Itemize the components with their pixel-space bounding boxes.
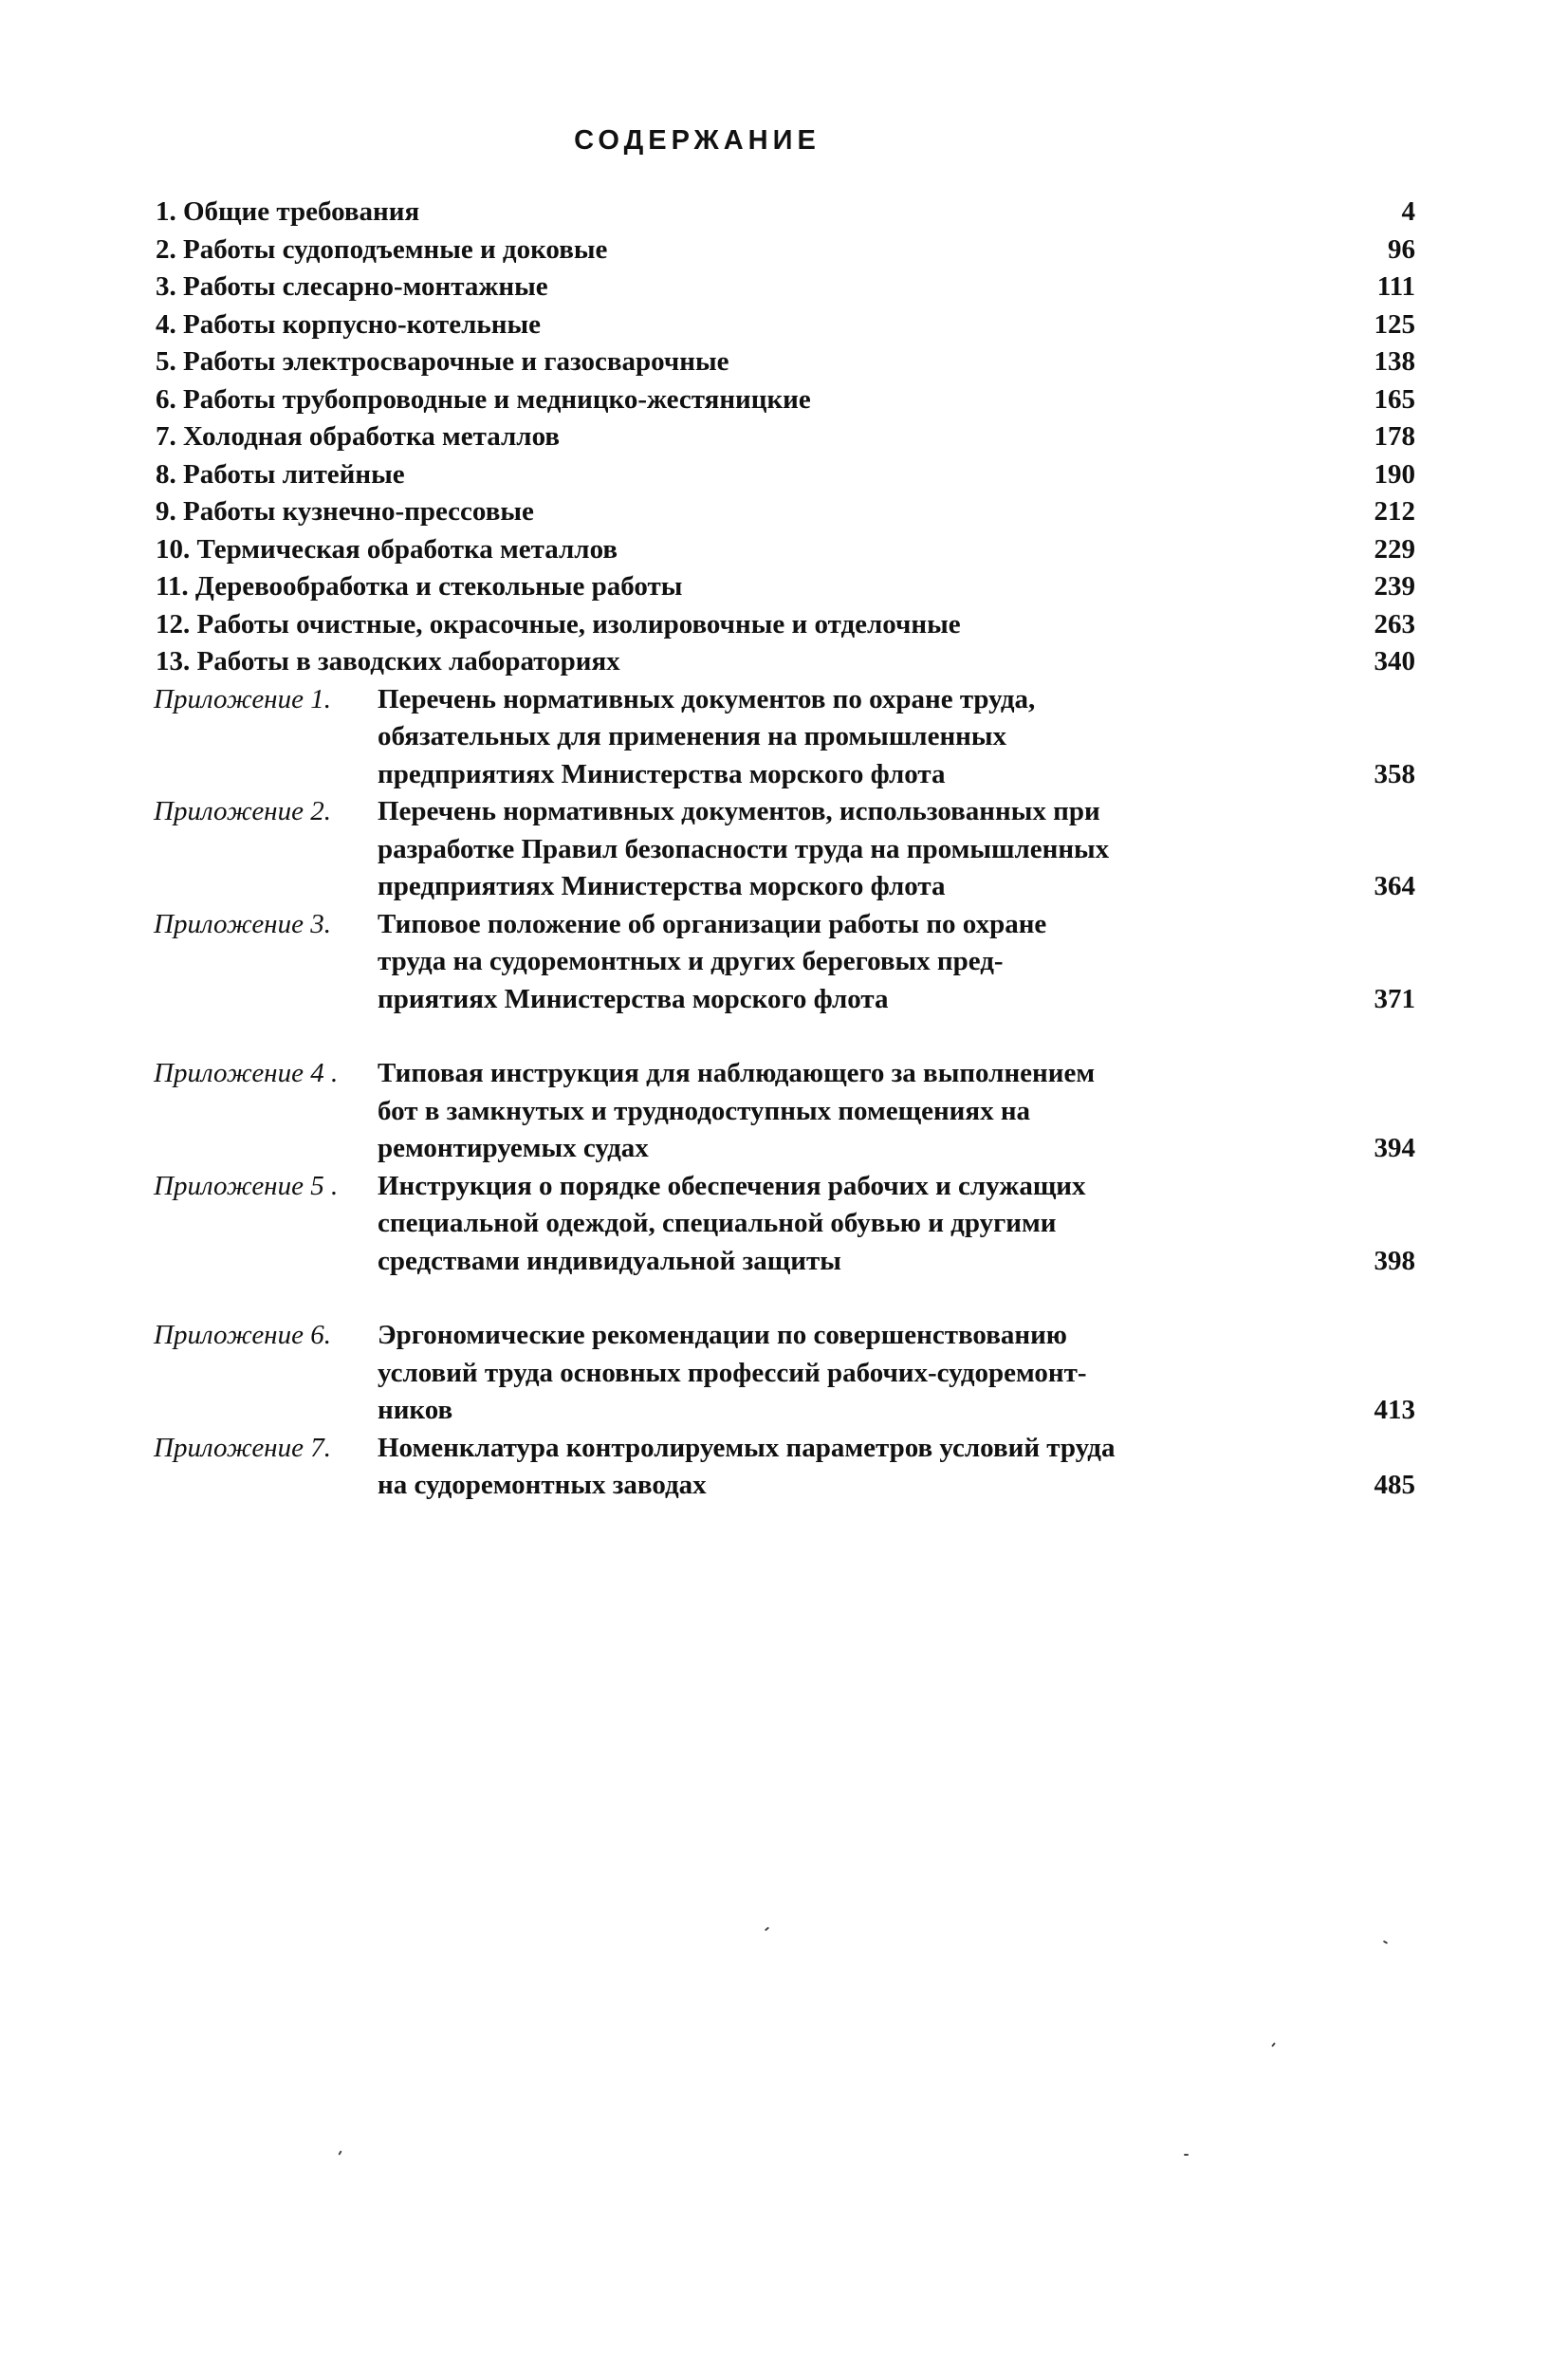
scan-speck xyxy=(1184,2154,1189,2156)
appendix-text xyxy=(378,1168,1330,1281)
toc-entry-page: 190 xyxy=(1374,458,1415,490)
toc-entry-text: 13. Работы в заводских лабораториях xyxy=(156,646,620,677)
appendix-page: 371 xyxy=(1374,983,1415,1014)
toc-entry-page: 138 xyxy=(1374,346,1415,377)
toc-entry-page: 229 xyxy=(1374,533,1415,565)
appendix-line: бот в замкнутых и труднодоступных помещениях на xyxy=(378,1095,1031,1126)
scan-speck xyxy=(1271,2042,1276,2047)
appendix-label: Приложение 3. xyxy=(154,908,331,939)
toc-entry-text: 5. Работы электросварочные и газосварочные xyxy=(156,346,729,377)
contents-title: СОДЕРЖАНИЕ xyxy=(574,125,821,156)
appendix-entry xyxy=(154,1317,1415,1430)
spacer xyxy=(154,1280,1415,1317)
appendix-page: 485 xyxy=(1374,1470,1415,1500)
toc-entry xyxy=(154,456,1415,494)
appendix-page: 398 xyxy=(1374,1245,1415,1276)
appendix-label: Приложение 6. xyxy=(154,1320,331,1350)
appendix-page: 394 xyxy=(1374,1133,1415,1163)
appendix-text xyxy=(378,793,1330,906)
scan-speck xyxy=(765,1927,769,1932)
appendix-line: обязательных для применения на промышленных xyxy=(378,721,1007,751)
appendix-text xyxy=(378,1317,1330,1430)
appendix-line: предприятиях Министерства морского флота xyxy=(378,871,946,901)
scan-speck xyxy=(338,2150,341,2155)
appendix-entry xyxy=(154,793,1415,906)
appendix-line: средствами индивидуальной защиты xyxy=(378,1245,841,1276)
toc-entry-page: 340 xyxy=(1374,646,1415,677)
toc-entry-page: 96 xyxy=(1388,233,1415,265)
table-of-contents xyxy=(154,194,1415,1505)
toc-entry xyxy=(154,306,1415,344)
toc-entry-text: 2. Работы судоподъемные и доковые xyxy=(156,233,608,265)
appendix-entry xyxy=(154,906,1415,1019)
toc-entry xyxy=(154,269,1415,306)
toc-entry-text: 3. Работы слесарно-монтажные xyxy=(156,271,548,302)
appendix-line: специальной одеждой, специальной обувью и другими xyxy=(378,1208,1057,1238)
toc-entry-page: 178 xyxy=(1374,421,1415,452)
toc-entry-page: 4 xyxy=(1401,196,1415,227)
appendices-list xyxy=(154,681,1415,1505)
appendix-line: приятиях Министерства морского флота xyxy=(378,983,889,1014)
toc-entry-text: 7. Холодная обработка металлов xyxy=(156,421,561,452)
appendix-line: предприятиях Министерства морского флота xyxy=(378,758,946,789)
toc-entry xyxy=(154,606,1415,644)
toc-entry xyxy=(154,194,1415,232)
appendix-entry xyxy=(154,1168,1415,1281)
toc-entry xyxy=(154,493,1415,531)
appendix-line: ремонтируемых судах xyxy=(378,1133,649,1163)
toc-entry-page: 212 xyxy=(1374,496,1415,527)
appendix-entry xyxy=(154,681,1415,794)
toc-entry-text: 1. Общие требования xyxy=(156,196,420,227)
toc-entry-page: 165 xyxy=(1374,383,1415,415)
appendix-label: Приложение 1. xyxy=(154,683,331,714)
toc-entry-page: 263 xyxy=(1374,608,1415,639)
appendix-line: Типовая инструкция для наблюдающего за выполнением xyxy=(378,1058,1096,1088)
toc-entry-text: 10. Термическая обработка металлов xyxy=(156,533,618,565)
toc-entry xyxy=(154,418,1415,456)
appendix-line: Эргономические рекомендации по совершенствованию xyxy=(378,1320,1067,1350)
appendix-line: условий труда основных профессий рабочих-судоремонт- xyxy=(378,1357,1087,1388)
appendix-entry xyxy=(154,1055,1415,1168)
toc-entry xyxy=(154,232,1415,269)
appendix-page: 364 xyxy=(1374,871,1415,901)
toc-entry xyxy=(154,568,1415,606)
appendix-line: на судоремонтных заводах xyxy=(378,1470,707,1500)
appendix-line: ников xyxy=(378,1395,453,1425)
appendix-page: 413 xyxy=(1374,1395,1415,1425)
appendix-label: Приложение 2. xyxy=(154,796,331,826)
sections-list xyxy=(154,194,1415,681)
appendix-line: Типовое положение об организации работы по охране xyxy=(378,908,1047,939)
toc-entry-page: 125 xyxy=(1374,308,1415,340)
toc-entry xyxy=(154,343,1415,381)
appendix-line: Инструкция о порядке обеспечения рабочих и служащих xyxy=(378,1170,1086,1201)
toc-entry-text: 4. Работы корпусно-котельные xyxy=(156,308,541,340)
toc-entry xyxy=(154,381,1415,419)
toc-entry-text: 12. Работы очистные, окрасочные, изолировочные и отделочные xyxy=(156,608,961,639)
toc-entry xyxy=(154,643,1415,681)
toc-entry-text: 11. Деревообработка и стекольные работы xyxy=(156,571,683,602)
appendix-label: Приложение 4 . xyxy=(154,1058,339,1088)
toc-entry xyxy=(154,531,1415,569)
appendix-label: Приложение 7. xyxy=(154,1432,331,1463)
appendix-label: Приложение 5 . xyxy=(154,1170,339,1201)
toc-entry-page: 111 xyxy=(1376,271,1415,302)
scan-speck xyxy=(1383,1940,1388,1944)
appendix-line: Перечень нормативных документов, использованных при xyxy=(378,796,1100,826)
toc-entry-text: 8. Работы литейные xyxy=(156,458,405,490)
appendix-page: 358 xyxy=(1374,758,1415,789)
appendix-line: труда на судоремонтных и других береговых пред- xyxy=(378,946,1004,976)
appendix-text xyxy=(378,906,1330,1019)
appendix-text xyxy=(378,681,1330,794)
appendix-line: Перечень нормативных документов по охране труда, xyxy=(378,683,1036,714)
appendix-line: Номенклатура контролируемых параметров условий труда xyxy=(378,1432,1116,1463)
spacer xyxy=(154,1018,1415,1055)
toc-entry-text: 6. Работы трубопроводные и медницко-жестяницкие xyxy=(156,383,811,415)
toc-entry-text: 9. Работы кузнечно-прессовые xyxy=(156,496,534,527)
appendix-text xyxy=(378,1430,1330,1505)
appendix-line: разработке Правил безопасности труда на промышленных xyxy=(378,833,1110,864)
appendix-text xyxy=(378,1055,1330,1168)
toc-entry-page: 239 xyxy=(1374,571,1415,602)
appendix-entry xyxy=(154,1430,1415,1505)
